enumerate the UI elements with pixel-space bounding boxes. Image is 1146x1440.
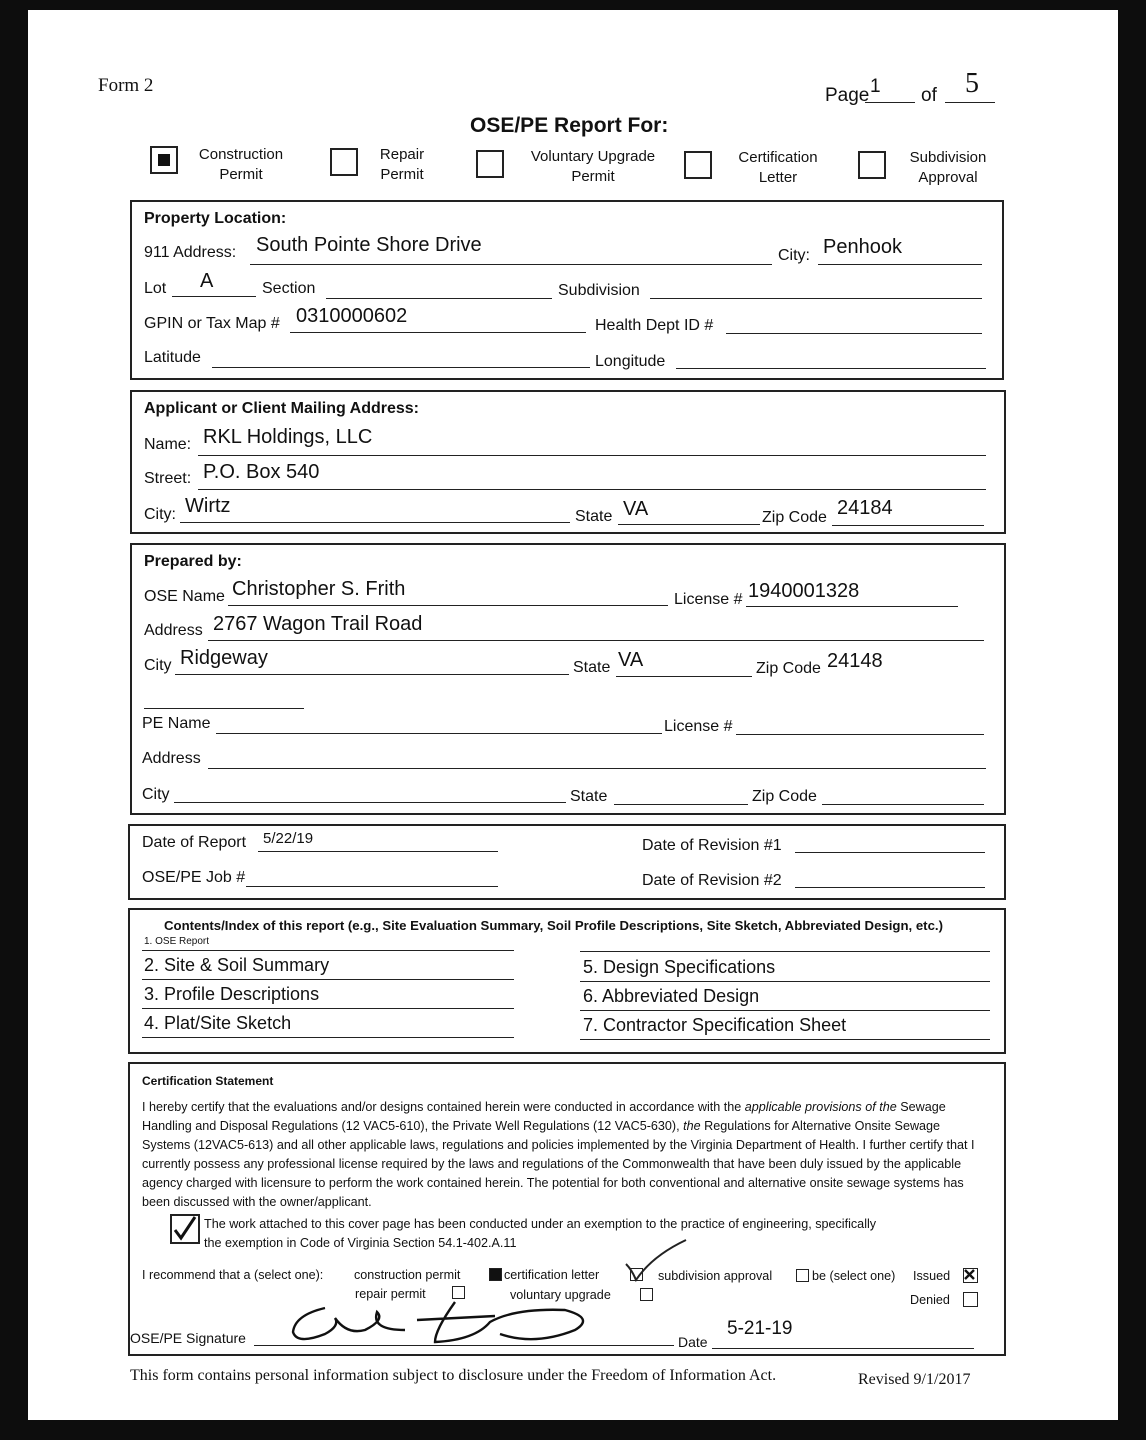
pe-license-label: License # [664, 718, 733, 735]
contents-item-5: 5. Design Specifications [583, 957, 776, 977]
subdivision-approval-option: subdivision approval [658, 1269, 773, 1283]
pe-name-field[interactable] [216, 733, 662, 734]
pe-city-label: City [142, 786, 170, 803]
contents-item-2: 2. Site & Soil Summary [144, 955, 330, 975]
signature-date-field[interactable]: 5-21-19 [727, 1318, 793, 1339]
job-number-label: OSE/PE Job # [142, 869, 246, 886]
prepared-zip-label: Zip Code [756, 660, 821, 677]
date-of-report-label: Date of Report [142, 834, 247, 851]
license-label: License # [674, 591, 743, 608]
applicant-name-label: Name: [144, 436, 192, 453]
voluntary-upgrade-option-checkbox[interactable] [640, 1288, 653, 1301]
prepared-state-label: State [573, 659, 611, 676]
revision2-label: Date of Revision #2 [642, 872, 782, 889]
ose-name-label: OSE Name [144, 588, 225, 605]
voluntary-upgrade-checkbox[interactable] [476, 150, 504, 178]
license-field[interactable]: 1940001328 [748, 580, 860, 602]
prepared-city-field[interactable]: Ridgeway [180, 647, 268, 669]
prepared-address-label: Address [144, 622, 203, 639]
applicant-city-label: City: [144, 506, 176, 523]
form-label: Form 2 [98, 75, 154, 96]
revision2-field[interactable] [795, 887, 985, 888]
certification-letter-option: certification letter [504, 1268, 600, 1282]
exemption-checkbox[interactable] [170, 1214, 200, 1244]
voluntary-upgrade-option: voluntary upgrade [510, 1288, 611, 1302]
repair-permit-label: Repair Permit [379, 146, 425, 183]
check-icon [169, 1213, 199, 1243]
be-select-label: be (select one) [812, 1269, 896, 1283]
applicant-city-field[interactable]: Wirtz [185, 495, 231, 517]
applicant-heading: Applicant or Client Mailing Address: [144, 400, 419, 417]
contents-item-1: 1. OSE Report [144, 936, 210, 947]
of-label: of [921, 85, 937, 106]
prepared-city-label: City [144, 657, 172, 674]
date-label: Date [678, 1334, 708, 1350]
applicant-zip-label: Zip Code [762, 509, 827, 526]
revision1-field[interactable] [795, 852, 985, 853]
issued-label: Issued [913, 1269, 951, 1283]
contents-item-7: 7. Contractor Specification Sheet [583, 1015, 847, 1035]
subdivision-label: Subdivision [558, 282, 640, 299]
denied-checkbox[interactable] [963, 1292, 978, 1307]
contents-item-4: 4. Plat/Site Sketch [144, 1013, 292, 1033]
address-field[interactable]: South Pointe Shore Drive [256, 234, 482, 256]
report-title: OSE/PE Report For: [470, 114, 669, 137]
page-total: 5 [965, 68, 979, 99]
gpin-field[interactable]: 0310000602 [296, 305, 408, 327]
dates-section [128, 824, 1006, 900]
city-label: City: [778, 247, 810, 264]
latitude-field[interactable] [212, 367, 590, 368]
pe-license-field[interactable] [736, 734, 984, 735]
property-heading: Property Location: [144, 210, 287, 227]
certification-letter-label: Certification Letter [738, 149, 818, 186]
signature-icon [285, 1290, 605, 1352]
construction-permit-option: construction permit [354, 1268, 461, 1282]
prepared-address-field[interactable]: 2767 Wagon Trail Road [213, 613, 423, 635]
date-of-report-field[interactable]: 5/22/19 [263, 830, 314, 847]
street-field[interactable]: P.O. Box 540 [203, 461, 320, 483]
signature-label: OSE/PE Signature [130, 1330, 246, 1346]
contents-item-3: 3. Profile Descriptions [144, 984, 320, 1004]
section-label: Section [262, 280, 316, 297]
prepared-zip-field[interactable]: 24148 [827, 650, 883, 672]
construction-permit-option-checkbox[interactable] [489, 1268, 502, 1281]
page-number: 1 [870, 76, 881, 97]
voluntary-upgrade-label: Voluntary Upgrade Permit [530, 148, 656, 185]
job-number-field[interactable] [246, 886, 498, 887]
divider [144, 708, 304, 709]
subdivision-approval-option-checkbox[interactable] [796, 1269, 809, 1282]
pe-state-label: State [570, 788, 608, 805]
applicant-state-field[interactable]: VA [623, 498, 649, 520]
recommend-label: I recommend that a (select one): [142, 1268, 324, 1282]
prepared-heading: Prepared by: [144, 553, 242, 570]
revision-date: Revised 9/1/2017 [858, 1371, 971, 1388]
contents-item-6: 6. Abbreviated Design [583, 986, 760, 1006]
page-label: Page [825, 85, 870, 106]
lot-label: Lot [144, 280, 167, 297]
exemption-text-line2: the exemption in Code of Virginia Section 54.1-402.A.11 [204, 1236, 517, 1250]
ose-name-field[interactable]: Christopher S. Frith [232, 578, 406, 600]
pe-state-field[interactable] [614, 804, 748, 805]
gpin-label: GPIN or Tax Map # [144, 315, 280, 332]
repair-permit-option: repair permit [355, 1287, 426, 1301]
pe-zip-field[interactable] [822, 804, 984, 805]
certification-letter-checkbox[interactable] [684, 151, 712, 179]
subdivision-approval-label: Subdivision Approval [909, 149, 987, 186]
exemption-text-line1: The work attached to this cover page has been conducted under an exemption to the practice of engineering, specifically [204, 1217, 877, 1231]
x-icon [962, 1267, 977, 1282]
subdivision-approval-checkbox[interactable] [858, 151, 886, 179]
repair-permit-checkbox[interactable] [330, 148, 358, 176]
contents-heading: Contents/Index of this report (e.g., Site Evaluation Summary, Soil Profile Descriptions, Site Sketch, Abbreviated Design, etc.) [164, 918, 943, 933]
applicant-zip-field[interactable]: 24184 [837, 497, 893, 519]
pe-zip-label: Zip Code [752, 788, 817, 805]
pe-name-label: PE Name [142, 715, 211, 732]
city-field[interactable]: Penhook [823, 236, 902, 258]
street-label: Street: [144, 470, 192, 487]
prepared-state-field[interactable]: VA [618, 649, 644, 671]
longitude-field[interactable] [676, 368, 986, 369]
pe-address-label: Address [142, 750, 201, 767]
lot-field[interactable]: A [200, 270, 214, 292]
address-label: 911 Address: [144, 244, 237, 261]
handwritten-check-icon [622, 1236, 692, 1286]
certification-heading: Certification Statement [142, 1074, 274, 1088]
health-dept-label: Health Dept ID # [595, 317, 714, 334]
pe-address-field[interactable] [208, 768, 986, 769]
certification-statement: I hereby certify that the evaluations and/or designs contained herein were conducted in accordance with the applicable provisions of the Sewage Handling and Disposal Regulations (12 VAC5-610), the Private Well Regulations (12 VAC5-630), the Regulations for Alternative Onsite Sewage Systems (12VAC5-613) and all other applicable laws, regulations and policies implemented by the Virginia Department of Health. I further certify that I currently possess any professional license required by the laws and regulations of the Commonwealth that have been duly issued by the applicable agency charged with licensure to perform the work contained herein. The potential for both conventional and alternative onsite sewage systems has been discussed with the owner/applicant. [142, 1100, 975, 1209]
applicant-state-label: State [575, 508, 613, 525]
revision1-label: Date of Revision #1 [642, 837, 782, 854]
latitude-label: Latitude [144, 349, 201, 366]
applicant-name-field[interactable]: RKL Holdings, LLC [203, 426, 373, 448]
longitude-label: Longitude [595, 353, 666, 370]
construction-permit-checkbox[interactable] [150, 146, 178, 174]
pe-city-field[interactable] [174, 802, 566, 803]
issued-checkbox[interactable] [963, 1268, 978, 1283]
construction-permit-label: Construction Permit [198, 146, 284, 183]
denied-label: Denied [910, 1293, 950, 1307]
foia-notice: This form contains personal information subject to disclosure under the Freedom of Information Act. [130, 1367, 777, 1384]
